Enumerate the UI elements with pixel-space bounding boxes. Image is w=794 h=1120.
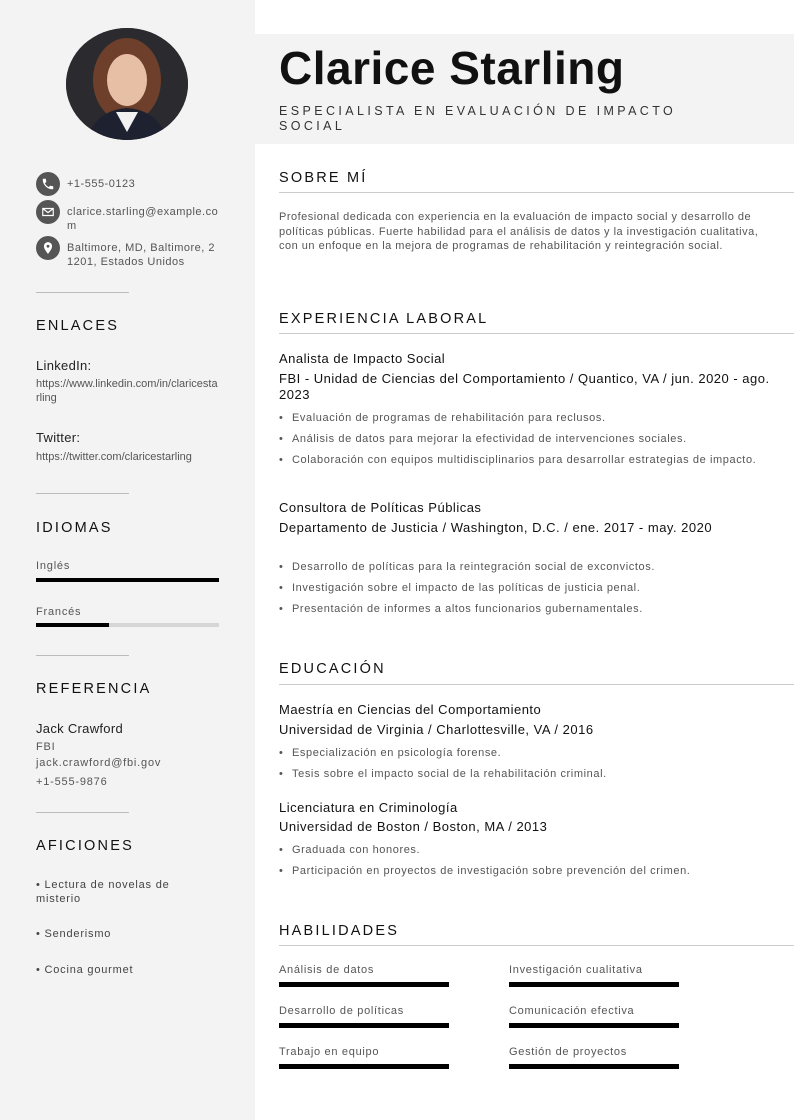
location-pin-icon bbox=[36, 236, 60, 260]
list-item: • Análisis de datos para mejorar la efectividad de intervenciones sociales. bbox=[279, 432, 769, 446]
job-title: Analista de Impacto Social bbox=[279, 351, 446, 366]
degree-school: Universidad de Virginia / Charlottesville, VA / 2016 bbox=[279, 722, 594, 737]
linkedin-label: LinkedIn: bbox=[36, 358, 92, 373]
reference-name: Jack Crawford bbox=[36, 721, 123, 736]
list-item: • Colaboración con equipos multidisciplinarios para desarrollar estrategias de impacto. bbox=[279, 453, 769, 467]
degree-school: Universidad de Boston / Boston, MA / 2013 bbox=[279, 819, 548, 834]
divider bbox=[36, 812, 129, 813]
list-item: • Presentación de informes a altos funcionarios gubernamentales. bbox=[279, 602, 769, 616]
section-rule bbox=[279, 684, 794, 685]
reference-phone: +1-555-9876 bbox=[36, 776, 108, 788]
languages-heading: IDIOMAS bbox=[36, 520, 113, 536]
list-item: • Graduada con honores. bbox=[279, 843, 769, 857]
section-rule bbox=[279, 333, 794, 334]
list-item: • Tesis sobre el impacto social de la rehabilitación criminal. bbox=[279, 767, 769, 781]
skill-name: Desarrollo de políticas bbox=[279, 1005, 404, 1017]
language-name: Francés bbox=[36, 606, 82, 618]
skill-item bbox=[509, 1005, 679, 1028]
language-level-bar bbox=[36, 623, 219, 627]
skill-item bbox=[279, 1046, 449, 1069]
language-level-fill bbox=[36, 623, 109, 627]
job-title: Consultora de Políticas Públicas bbox=[279, 500, 482, 515]
skill-level-bar bbox=[279, 1023, 449, 1028]
degree-bullets bbox=[279, 746, 769, 788]
main-content bbox=[255, 0, 794, 1120]
candidate-name: Clarice Starling bbox=[279, 42, 625, 94]
job-org: Departamento de Justicia / Washington, D.C. / ene. 2017 - may. 2020 bbox=[279, 520, 713, 535]
envelope-icon bbox=[36, 200, 60, 224]
skill-item bbox=[509, 1046, 679, 1069]
experience-heading: EXPERIENCIA LABORAL bbox=[279, 311, 489, 327]
links-heading: ENLACES bbox=[36, 318, 120, 334]
reference-heading: REFERENCIA bbox=[36, 681, 152, 697]
divider bbox=[36, 292, 129, 293]
list-item: • Investigación sobre el impacto de las políticas de justicia penal. bbox=[279, 581, 769, 595]
phone-icon bbox=[36, 172, 60, 196]
degree-title: Licenciatura en Criminología bbox=[279, 800, 458, 815]
section-rule bbox=[279, 945, 794, 946]
skill-level-bar bbox=[509, 982, 679, 987]
language-name: Inglés bbox=[36, 560, 71, 572]
contact-email bbox=[36, 200, 219, 233]
reference-org: FBI bbox=[36, 741, 56, 753]
section-rule bbox=[279, 192, 794, 193]
skill-name: Comunicación efectiva bbox=[509, 1005, 635, 1017]
list-item: • Desarrollo de políticas para la reintegración social de exconvictos. bbox=[279, 560, 769, 574]
hobby-item: • Cocina gourmet bbox=[36, 964, 134, 976]
divider bbox=[36, 655, 129, 656]
job-bullets bbox=[279, 411, 769, 474]
about-text: Profesional dedicada con experiencia en la evaluación de impacto social y desarrollo de políticas públicas. Fuerte habilidad para el análisis de datos y la investigación cualitativa, con un enfoque en la mejora de programas de rehabilitación y reintegración social. bbox=[279, 211, 759, 252]
skill-name: Análisis de datos bbox=[279, 964, 375, 976]
hobbies-heading: AFICIONES bbox=[36, 838, 134, 854]
language-level-bar bbox=[36, 578, 219, 582]
list-item: • Participación en proyectos de investigación sobre prevención del crimen. bbox=[279, 864, 769, 878]
avatar bbox=[66, 28, 188, 140]
twitter-link[interactable]: https://twitter.com/claricestarling bbox=[36, 451, 192, 463]
language-level-fill bbox=[36, 578, 219, 582]
skill-name: Gestión de proyectos bbox=[509, 1046, 627, 1058]
linkedin-link[interactable]: https://www.linkedin.com/in/claricestarling bbox=[36, 378, 218, 404]
skill-name: Trabajo en equipo bbox=[279, 1046, 380, 1058]
email-text[interactable]: clarice.starling@example.com bbox=[67, 206, 219, 232]
education-heading: EDUCACIÓN bbox=[279, 661, 386, 677]
skill-item bbox=[279, 1005, 449, 1028]
profile-photo-icon bbox=[66, 28, 188, 140]
skill-item bbox=[509, 964, 679, 987]
contact-address bbox=[36, 236, 219, 269]
contact-phone bbox=[36, 172, 219, 196]
sidebar bbox=[0, 0, 255, 1120]
degree-title: Maestría en Ciencias del Comportamiento bbox=[279, 702, 542, 717]
degree-bullets bbox=[279, 843, 769, 885]
address-text: Baltimore, MD, Baltimore, 21201, Estados Unidos bbox=[67, 242, 215, 268]
job-org: FBI - Unidad de Ciencias del Comportamiento / Quantico, VA / jun. 2020 - ago. 2023 bbox=[279, 371, 770, 402]
reference-email[interactable]: jack.crawford@fbi.gov bbox=[36, 757, 162, 769]
twitter-label: Twitter: bbox=[36, 430, 81, 445]
skill-level-bar bbox=[509, 1023, 679, 1028]
skill-item bbox=[279, 964, 449, 987]
list-item: • Evaluación de programas de rehabilitación para reclusos. bbox=[279, 411, 769, 425]
hobby-item: • Senderismo bbox=[36, 928, 112, 940]
candidate-title: ESPECIALISTA EN EVALUACIÓN DE IMPACTO SOCIAL bbox=[279, 104, 677, 133]
skills-heading: HABILIDADES bbox=[279, 923, 400, 939]
skill-level-bar bbox=[279, 982, 449, 987]
hobby-item: • Lectura de novelas de misterio bbox=[36, 879, 170, 905]
about-heading: SOBRE MÍ bbox=[279, 170, 368, 186]
divider bbox=[36, 493, 129, 494]
skill-name: Investigación cualitativa bbox=[509, 964, 643, 976]
list-item: • Especialización en psicología forense. bbox=[279, 746, 769, 760]
skill-level-bar bbox=[279, 1064, 449, 1069]
phone-text: +1-555-0123 bbox=[67, 178, 136, 190]
skill-level-bar bbox=[509, 1064, 679, 1069]
job-bullets bbox=[279, 560, 769, 623]
